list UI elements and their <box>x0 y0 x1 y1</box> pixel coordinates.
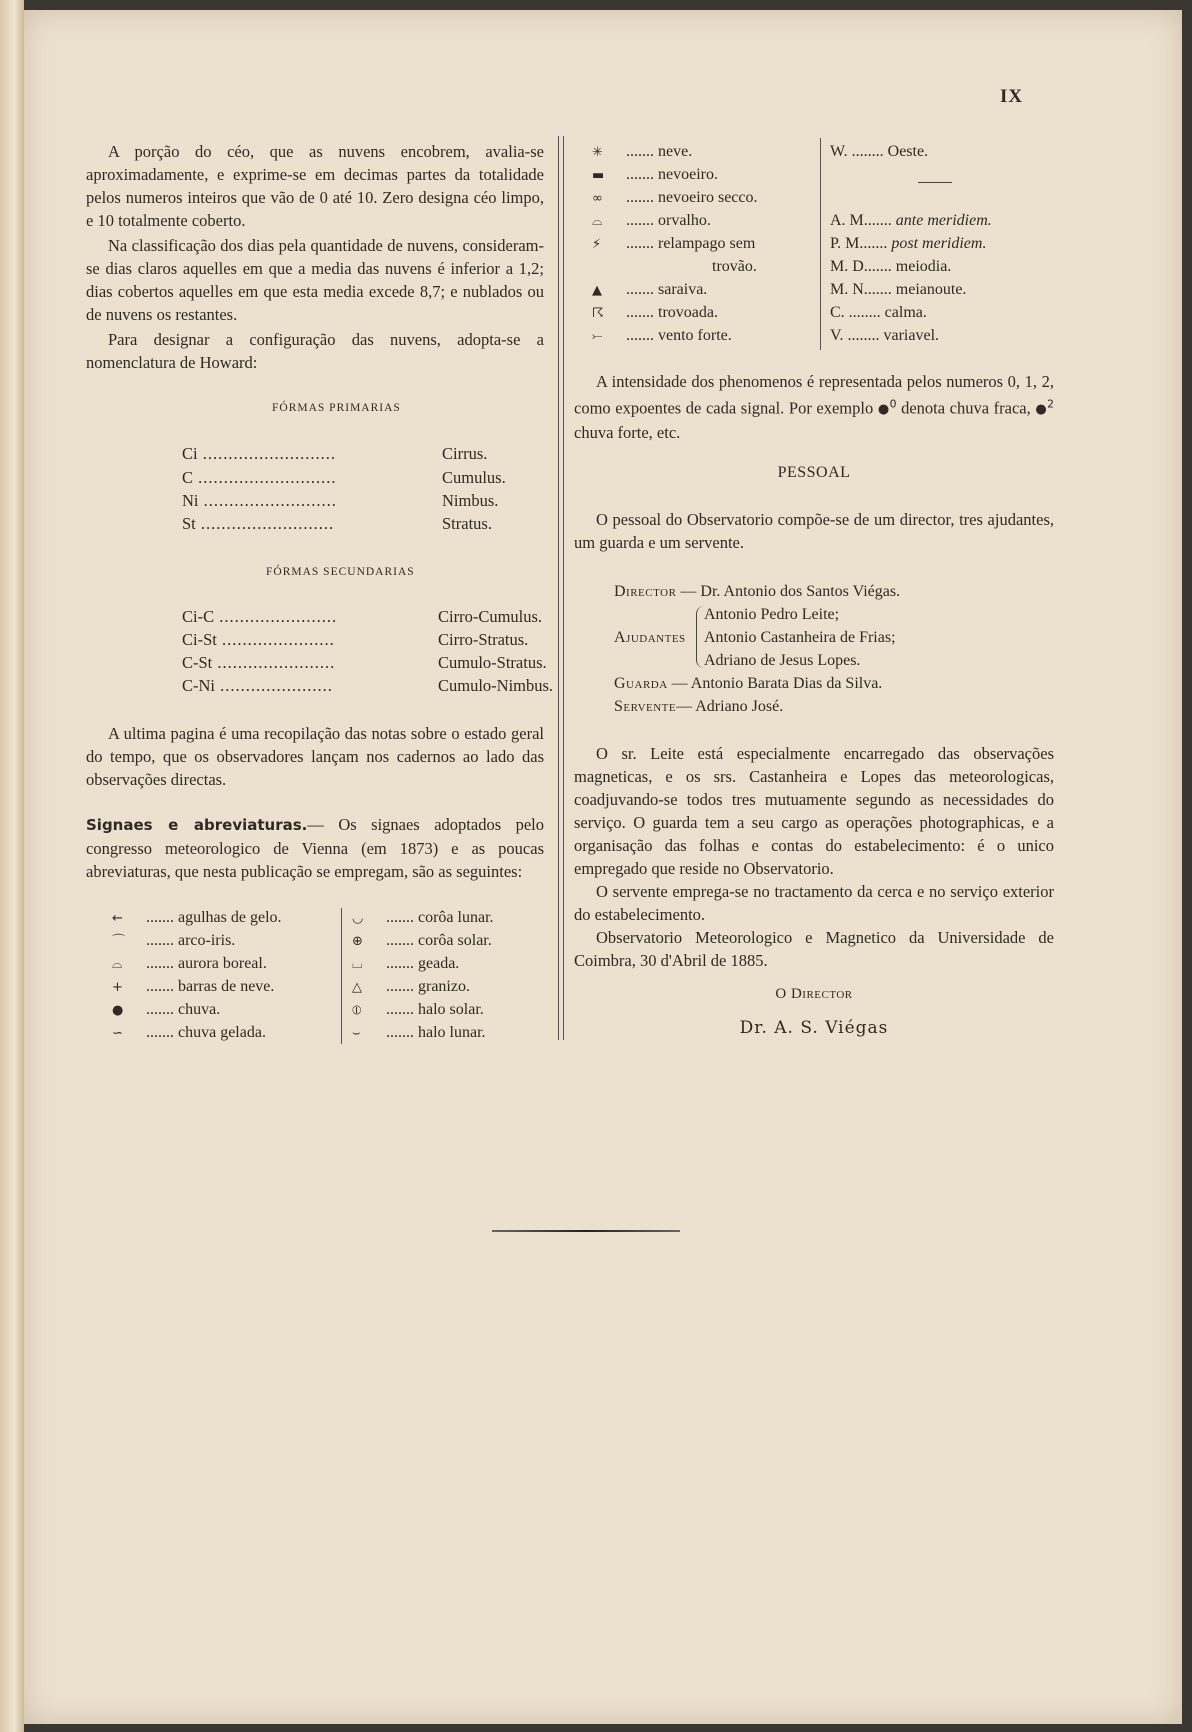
lunar-corona-icon: ◡ <box>352 911 364 926</box>
list-item: ⊕ ....... corôa solar. <box>352 929 492 953</box>
list-item: C. ........ calma. <box>830 304 927 321</box>
heading-formas-secundarias: FÓRMAS SECUNDARIAS <box>266 566 415 578</box>
list-item: ● ....... chuva. <box>112 998 220 1022</box>
paragraph-signaes: Signaes e abreviaturas.— Os signaes adoptados pelo congresso meteorologico de Vienna (em 1873) e as poucas abreviaturas, que nesta publicação se empregam, são as seguintes: <box>86 815 544 881</box>
list-item: M. N....... meianoute. <box>830 281 967 298</box>
paragraph-data: Observatorio Meteorologico e Magnetico da Universidade de Coimbra, 30 d'Abril de 1885. <box>574 928 1054 970</box>
fog-icon: ▬ <box>592 168 605 183</box>
list-item: Ci-St ...................... Cirro-Stratus. <box>182 630 529 649</box>
list-item: ⌣ ....... halo lunar. <box>352 1021 486 1045</box>
paragraph-howard: Para designar a configuração das nuvens, adopta-se a nomenclatura de Howard: <box>86 330 544 372</box>
list-item: ☈ ....... trovoada. <box>592 301 718 325</box>
list-item: ⌓ ....... orvalho. <box>592 209 711 233</box>
staff-ajudantes-label: Ajudantes <box>614 629 686 646</box>
list-item: ▬ ....... nevoeiro. <box>592 163 718 187</box>
thunderstorm-icon: ☈ <box>592 306 604 321</box>
list-item: Ci .......................... Cirrus. <box>182 444 488 463</box>
snow-bars-icon: + <box>112 980 123 995</box>
list-item: ∽ ....... chuva gelada. <box>112 1021 266 1045</box>
paragraph-pessoal: O pessoal do Observatorio compõe-se de um director, tres ajudantes, um guarda e um servente. <box>574 510 1054 552</box>
rain-icon: ● <box>112 1003 124 1018</box>
list-item: M. D....... meiodia. <box>830 258 952 275</box>
list-item: V. ........ variavel. <box>830 327 940 344</box>
solar-corona-icon: ⊕ <box>352 934 363 949</box>
paragraph-ultima-pagina: A ultima pagina é uma recopilação das notas sobre o estado geral do tempo, que os observadores lançam nos cadernos ao lado das observações directas. <box>86 724 544 789</box>
hail-icon: △ <box>352 980 362 995</box>
staff-ajudante: Antonio Pedro Leite; <box>704 606 840 623</box>
symbol-list-divider <box>341 908 342 1044</box>
list-item: ⌓ ....... aurora boreal. <box>112 952 267 976</box>
staff-guarda: Guarda — Antonio Barata Dias da Silva. <box>614 675 883 692</box>
book-binding <box>0 0 24 1732</box>
dry-fog-icon: ∞ <box>592 191 603 206</box>
lunar-halo-icon: ⌣ <box>352 1026 361 1041</box>
paragraph-day-classification: Na classificação dos dias pela quantidade de nuvens, consideram-se dias claros aquelles em que a media das nuvens é inferior a 1,2; dias cobertos aquelles em que esta media excede 8,7; e nublados ou de nuvens os restantes. <box>86 236 544 324</box>
paragraph-servente: O servente emprega-se no tractamento da cerca e no serviço exterior do estabelecimento. <box>574 882 1054 924</box>
list-item: ⌴ ....... geada. <box>352 952 459 976</box>
list-item: ▲ ....... saraiva. <box>592 278 707 302</box>
list-item: ← ....... agulhas de gelo. <box>112 906 282 930</box>
frost-icon: ⌴ <box>352 957 363 972</box>
list-item: ⤚ ....... vento forte. <box>592 324 732 348</box>
list-item: C ........................... Cumulus. <box>182 468 506 487</box>
lightning-icon: ⚡ <box>592 237 602 252</box>
dew-icon: ⌓ <box>592 214 603 229</box>
list-item: P. M....... post meridiem. <box>830 235 987 252</box>
list-item: W. ........ Oeste. <box>830 143 929 160</box>
list-item: A. M....... ante meridiem. <box>830 212 992 229</box>
signature-title: O Director <box>775 986 853 1002</box>
list-item: Ci-C ....................... Cirro-Cumulus. <box>182 607 543 626</box>
column-divider <box>558 136 564 1040</box>
list-item: △ ....... granizo. <box>352 975 470 999</box>
list-item: C-St ....................... Cumulo-Stratus. <box>182 653 547 672</box>
list-item: Ni .......................... Nimbus. <box>182 491 499 510</box>
list-item: ⦶ ....... halo solar. <box>352 998 484 1022</box>
list-item: St .......................... Stratus. <box>182 514 492 533</box>
end-rule <box>492 1230 680 1232</box>
separator <box>918 182 952 183</box>
staff-ajudante: Antonio Castanheira de Frias; <box>704 629 896 646</box>
paragraph-encargos: O sr. Leite está especialmente encarregado das observações magneticas, e os srs. Castanheira e Lopes das meteorologicas, coadjuvando-se todos tres mutuamente segundo as necessidades do serviço. O guarda tem a seu cargo as operações photographicas, e a organisação das folhas e contas do estabelecimento: é o unico empregado que reside no Observatorio. <box>574 744 1054 878</box>
solar-halo-icon: ⦶ <box>352 1003 362 1018</box>
staff-ajudante: Adriano de Jesus Lopes. <box>704 652 861 669</box>
signature-name: Dr. A. S. Viégas <box>739 1018 889 1038</box>
paragraph-cloud-cover: A porção do céo, que as nuvens encobrem, avalia-se aproximadamente, e exprime-se em decimas partes da totalidade pelos numeros inteiros que vão de 0 até 10. Zero designa céo limpo, e 10 totalmente coberto. <box>86 142 544 230</box>
aurora-icon: ⌓ <box>112 957 123 972</box>
sleet-icon: ▲ <box>592 283 602 298</box>
staff-servente: Servente— Adriano José. <box>614 698 784 715</box>
list-item: ✳ ....... neve. <box>592 140 692 164</box>
heading-formas-primarias: FÓRMAS PRIMARIAS <box>272 402 401 414</box>
rainbow-icon: ⌒ <box>112 934 126 949</box>
rain-icon: ●$^0$ <box>877 398 897 418</box>
list-item: ⌒ ....... arco-iris. <box>112 929 235 953</box>
heading-pessoal: PESSOAL <box>777 464 851 481</box>
paragraph-intensidade: A intensidade dos phenomenos é representada pelos numeros 0, 1, 2, como expoentes de cada signal. Por exemplo ●$^0$ denota chuva fraca, ●$^2$ chuva forte, etc. <box>574 372 1055 443</box>
strong-wind-icon: ⤚ <box>592 329 603 344</box>
page-number: IX <box>1000 86 1024 107</box>
list-item: ⚡ ....... relampago sem <box>592 232 755 256</box>
list-item: ◡ ....... corôa lunar. <box>352 906 494 930</box>
ice-needles-icon: ← <box>112 911 123 926</box>
snow-icon: ✳ <box>592 145 603 160</box>
list-item: ∞ ....... nevoeiro secco. <box>592 186 758 210</box>
staff-director: Director — Dr. Antonio dos Santos Viégas. <box>614 583 901 600</box>
list-item: C-Ni ...................... Cumulo-Nimbus. <box>182 676 554 695</box>
list-item-continued: trovão. <box>712 258 757 275</box>
rain-icon: ●$^2$ <box>1035 398 1055 418</box>
abbr-list-divider <box>820 138 821 350</box>
signaes-title: Signaes e abreviaturas. <box>86 816 308 834</box>
freezing-rain-icon: ∽ <box>112 1026 123 1041</box>
list-item: + ....... barras de neve. <box>112 975 274 999</box>
